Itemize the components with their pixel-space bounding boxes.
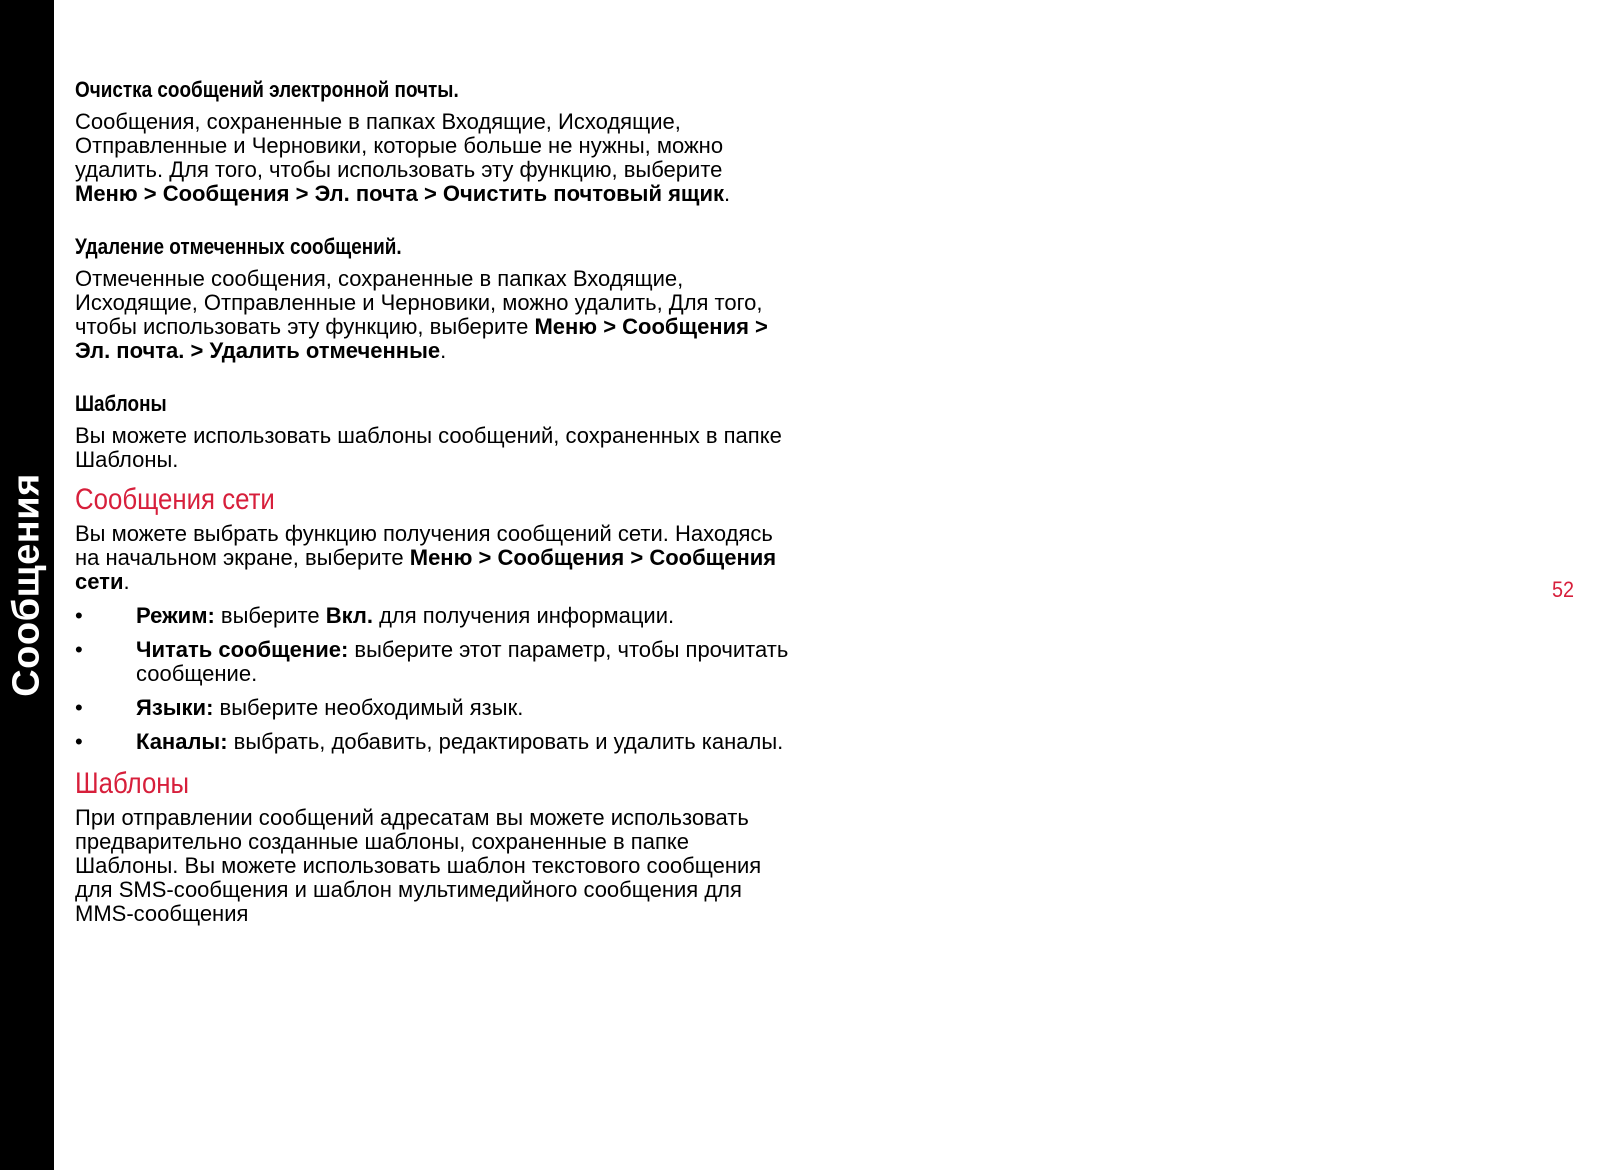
bullet-icon: • [75, 603, 83, 628]
option-text: выбрать, добавить, редактировать и удалить каналы. [227, 729, 784, 754]
option-term: Режим: [136, 603, 215, 628]
list-item [75, 604, 790, 628]
paragraph-network-messages [75, 522, 790, 594]
paragraph-templates: При отправлении сообщений адресатам вы можете использовать предварительно созданные шаблоны, сохраненные в папке Шаблоны. Вы можете использовать шаблон текстового сообщения для SMS-сообщения и шаблон мультимедийного сообщения для MMS-сообщения [75, 805, 762, 926]
bullet-icon: • [75, 637, 83, 662]
paragraph-delete-marked-end: . [440, 338, 447, 363]
heading-templates-sub: Шаблоны [75, 391, 167, 416]
paragraph-network-messages-text: Вы можете выбрать функцию получения сообщений сети. Находясь на начальном экране, выберите [75, 521, 773, 570]
heading-network-messages: Сообщения сети [75, 483, 275, 516]
option-text: выберите [214, 603, 326, 628]
page-content [75, 76, 790, 953]
network-options-list [75, 604, 790, 754]
option-term: Языки: [136, 695, 214, 720]
menu-path-network-messages: Меню > Сообщения > Сообщения сети [75, 545, 777, 594]
option-term: Каналы: [136, 729, 228, 754]
paragraph-network-messages-end: . [123, 569, 130, 594]
paragraph-clear-email-end: . [724, 181, 731, 206]
paragraph-delete-marked [75, 267, 790, 363]
option-text: выберите этот параметр, чтобы прочитать сообщение. [136, 637, 789, 686]
menu-path-clear-email: Меню > Сообщения > Эл. почта > Очистить почтовый ящик [75, 181, 725, 206]
sidebar-tab-label: Сообщения [5, 473, 48, 697]
list-item [75, 696, 790, 720]
page-number: 52 [1552, 577, 1575, 602]
heading-delete-marked: Удаление отмеченных сообщений. [75, 234, 402, 259]
list-item [75, 638, 790, 686]
paragraph-clear-email [75, 110, 790, 206]
option-value: Вкл. [325, 603, 373, 628]
paragraph-templates-sub: Вы можете использовать шаблоны сообщений, сохраненных в папке Шаблоны. [75, 423, 782, 472]
menu-path-delete-marked: Меню > Сообщения > Эл. почта. > Удалить отмеченные [75, 314, 768, 363]
option-term: Читать сообщение: [136, 637, 349, 662]
paragraph-clear-email-text: Сообщения, сохраненные в папках Входящие, Исходящие, Отправленные и Черновики, которые больше не нужны, можно удалить. Для того, чтобы использовать эту функцию, выберите [75, 109, 724, 182]
option-text-rest: для получения информации. [372, 603, 675, 628]
sidebar-tab [0, 0, 54, 1170]
bullet-icon: • [75, 695, 83, 720]
heading-templates: Шаблоны [75, 767, 190, 800]
bullet-icon: • [75, 729, 83, 754]
option-text: выберите необходимый язык. [213, 695, 524, 720]
heading-clear-email: Очистка сообщений электронной почты. [75, 77, 459, 102]
paragraph-delete-marked-text: Отмеченные сообщения, сохраненные в папках Входящие, Исходящие, Отправленные и Черновики, можно удалить, Для того, чтобы использовать эту функцию, выберите [75, 266, 763, 339]
list-item [75, 730, 790, 754]
